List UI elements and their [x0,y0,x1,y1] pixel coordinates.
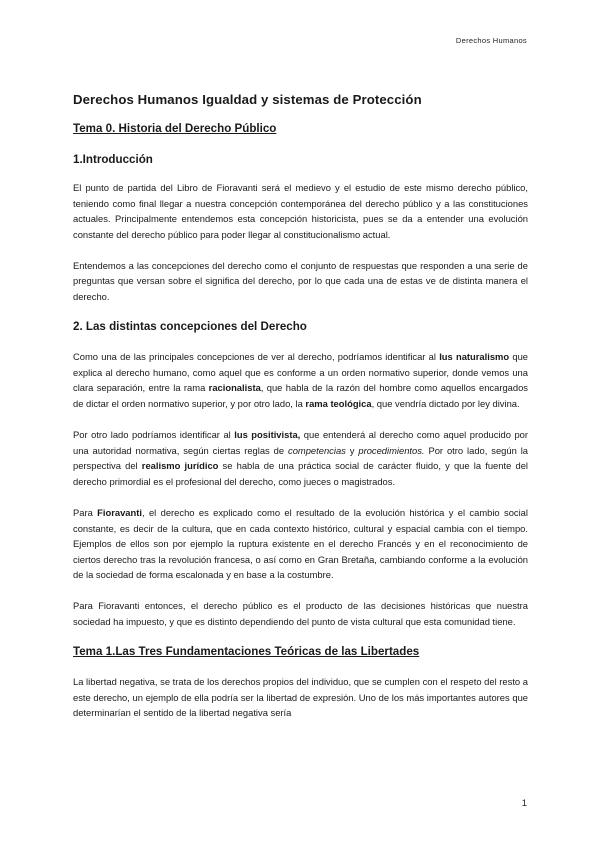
competencias-term: competencias [288,444,346,456]
document-body [73,92,528,721]
section-2-paragraph-4: Para Fioravanti entonces, el derecho público es el producto de las decisiones históricas que nuestra sociedad ha impuesto, y que es distinto dependiendo del punto de vista cultural que esta comunidad tiene. [73,600,528,627]
section-2-heading: 2. Las distintas concepciones del Derecho [73,320,307,334]
rama-teologica-term: rama teológica [305,397,372,409]
text-run: y [345,444,359,456]
tema-0-heading: Tema 0. Historia del Derecho Público [73,122,277,135]
section-2-paragraph-2 [73,427,528,489]
text-run: , el derecho es explicado como el resultado de la evolución histórica y el cambio social constante, es decir de la cultura, que en cada contexto histórico, cultural y espacial cambia con el tiempo. Ejemplos de ellos son por ejemplo la ruptura existente en el derecho Francés y en el reconocimiento de ciertos derecho tras la revolución francesa, o así como en Gran Bretaña, cambiando conforme a la evolución de la sociedad de forma escalonada y en base a la costumbre. [73,506,528,581]
section-2-paragraph-3 [73,505,528,583]
text-run: Como una de las principales concepciones de ver al derecho, podríamos identificar al [73,351,440,363]
tema-1-heading: Tema 1.Las Tres Fundamentaciones Teóricas de las Libertades [73,645,420,659]
tema-1-paragraph-1: La libertad negativa, se trata de los derechos propios del individuo, que se cumplen con el respeto del resto a este derecho, un ejemplo de ella podría ser la libertad de expresión. Uno de los más importantes autores que determinarían el sentido de la libertad negativa sería [73,676,528,719]
procedimientos-term: procedimientos. [358,444,425,456]
text-run: Para [73,506,98,518]
fioravanti-term: Fioravanti [97,506,142,518]
running-header: Derechos Humanos [455,36,527,45]
text-run: , que vendría dictado por ley divina. [371,397,520,409]
text-run: Por otro lado podríamos identificar al [73,429,235,441]
text-run: se habla de una práctica social de carácter fluido, y que la fuente del derecho primordial es el profesional del derecho, como jueces o magistrados. [73,460,528,487]
text-run: que explica al derecho humano, como aquel que es conforme a un orden normativo superior, donde vemos una clara separación, entre la rama [73,351,529,394]
racionalista-term: racionalista [208,382,261,394]
realismo-juridico-term: realismo jurídico [141,460,219,472]
ius-positivista-term: Ius positivista, [234,429,301,441]
ius-naturalismo-term: Ius naturalismo [439,351,510,363]
section-1-paragraph-2: Entendemos a las concepciones del derecho como el conjunto de respuestas que responden a una serie de preguntas que versan sobre el significa del derecho, por lo que cada una de estas ve de distinta manera el derecho. [73,259,528,303]
section-1-paragraph-1: El punto de partida del Libro de Fioravanti será el medievo y el estudio de este mismo derecho público, teniendo como final llegar a nuestra concepción contemporánea del derecho público y a las constituciones actuales. Principalmente entendemos esta concepción historicista, pues se da a entender una evolución constante del derecho público para poder llegar al constitucionalismo actual. [73,182,528,240]
section-1-heading: 1.Introducción [73,153,153,166]
document-title: Derechos Humanos Igualdad y sistemas de Protección [73,92,422,107]
text-run: Por otro lado, según la perspectiva del [73,444,529,472]
text-run: que entenderá al derecho como aquel producido por una autoridad normativa, según ciertas reglas de [73,429,528,456]
page-number: 1 [521,798,527,809]
section-2-paragraph-1 [73,349,528,411]
text-run: , que habla de la razón del hombre como aquellos encargados de dictar el orden normativo superior, y por otro lado, la [73,382,528,409]
